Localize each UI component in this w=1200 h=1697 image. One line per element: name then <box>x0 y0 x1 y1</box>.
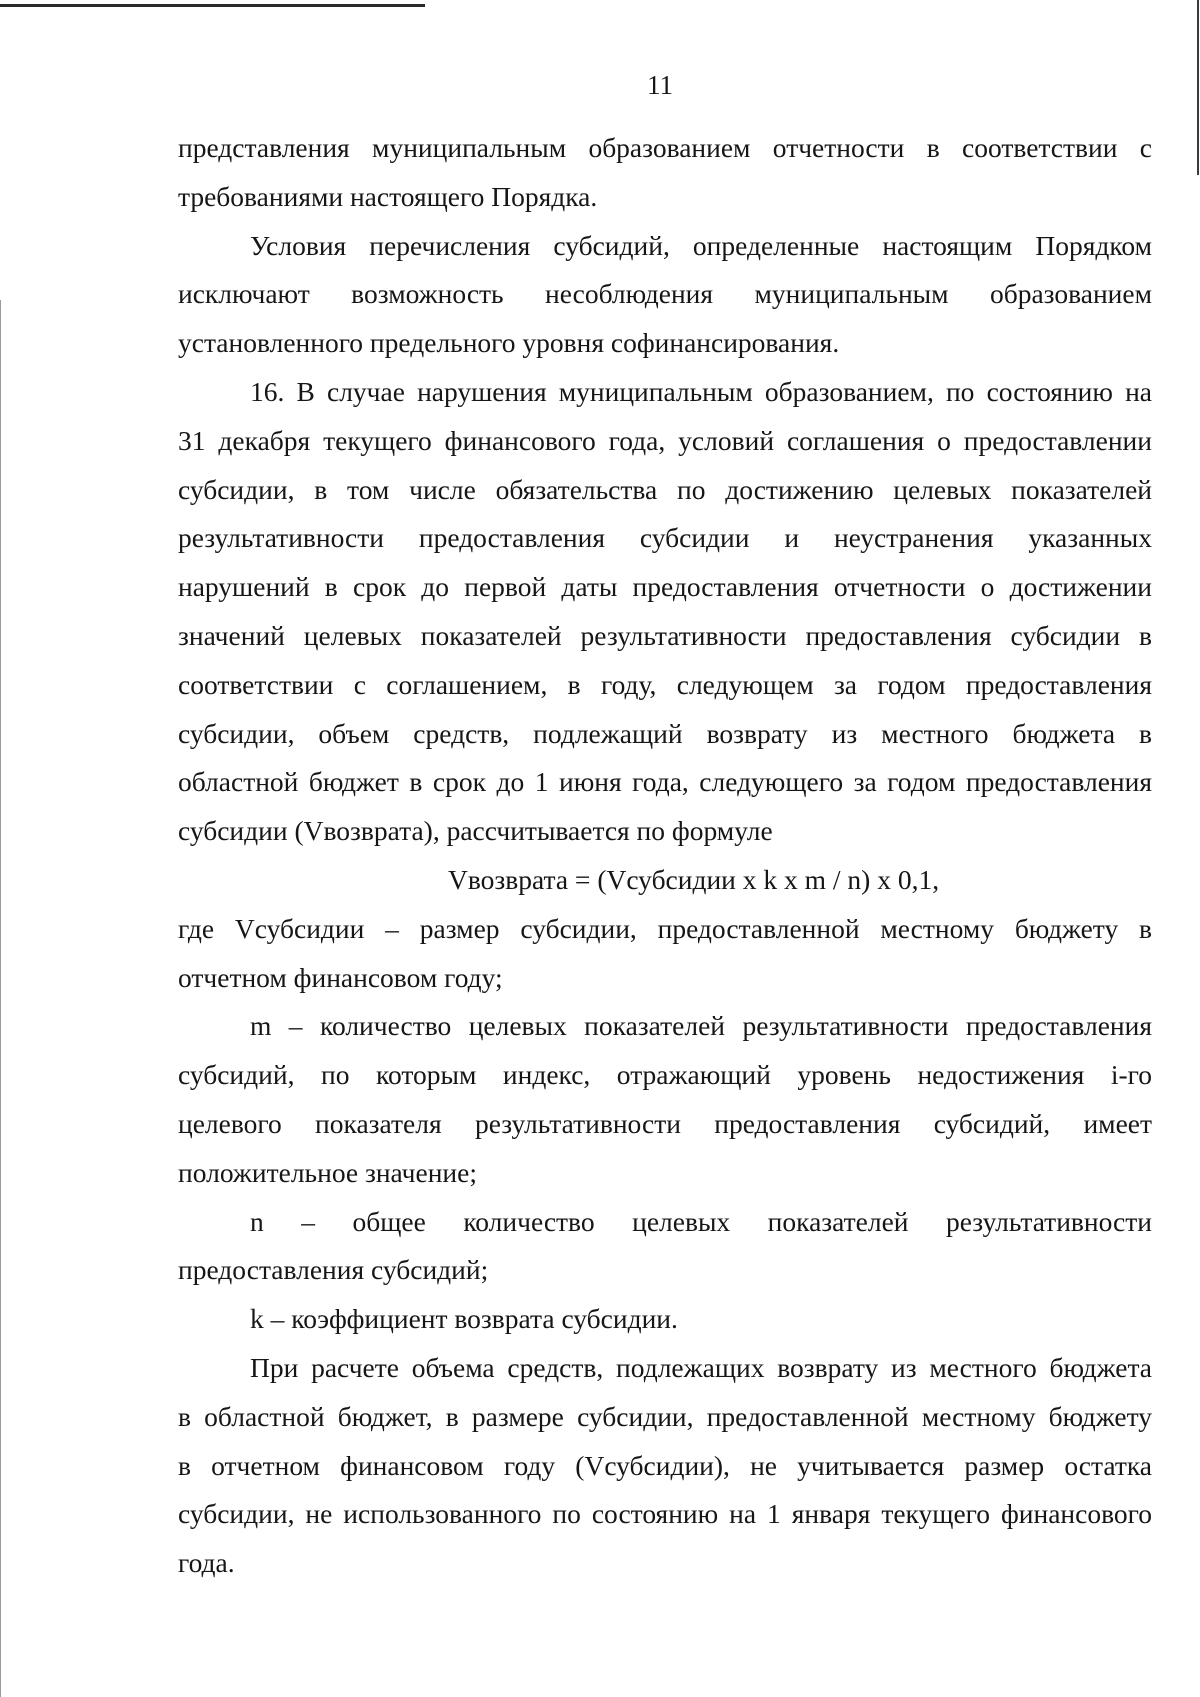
text-line: установленного предельного уровня софинансирования. <box>178 327 840 359</box>
text-line: где Vсубсидии – размер субсидии, предоставленной местному бюджету в <box>178 912 1152 944</box>
text-line: исключают возможность несоблюдения муниципальным образованием <box>178 278 1152 310</box>
text-line: m – количество целевых показателей результативности предоставления <box>250 1010 1152 1042</box>
text-line: k – коэффициент возврата субсидии. <box>250 1303 678 1335</box>
scan-border-top <box>0 4 425 7</box>
text-line: в отчетном финансовом году (Vсубсидии), не учитывается размер остатка <box>178 1449 1152 1481</box>
text-line: предоставления субсидий; <box>178 1254 489 1286</box>
text-line: субсидий, по которым индекс, отражающий уровень недостижения i-го <box>178 1059 1152 1091</box>
text-line: в областной бюджет, в размере субсидии, предоставленной местному бюджету <box>178 1400 1152 1432</box>
text-line: субсидии, не использованного по состоянию на 1 января текущего финансового <box>178 1498 1152 1530</box>
text-line: субсидии (Vвозврата), рассчитывается по формуле <box>178 815 773 847</box>
text-line: нарушений в срок до первой даты предоставления отчетности о достижении <box>178 571 1152 603</box>
document-body <box>178 124 1152 1588</box>
text-line: субсидии, объем средств, подлежащий возврату из местного бюджета в <box>178 717 1152 749</box>
text-line: результативности предоставления субсидии и неустранения указанных <box>178 522 1152 554</box>
text-line: целевого показателя результативности предоставления субсидий, имеет <box>178 1107 1152 1139</box>
text-line: Условия перечисления субсидий, определенные настоящим Порядком <box>250 229 1152 261</box>
text-line: значений целевых показателей результативности предоставления субсидии в <box>178 619 1152 651</box>
text-line: областной бюджет в срок до 1 июня года, следующего за годом предоставления <box>178 766 1152 798</box>
text-line: года. <box>178 1547 235 1579</box>
text-line: требованиями настоящего Порядка. <box>178 180 598 212</box>
text-line: представления муниципальным образованием отчетности в соответствии с <box>178 132 1152 163</box>
text-line: отчетном финансовом году; <box>178 961 503 993</box>
text-line: Vвозврата = (Vсубсидии x k x m / n) x 0,1, <box>448 863 940 895</box>
text-line: положительное значение; <box>178 1156 477 1188</box>
text-line: субсидии, в том числе обязательства по достижению целевых показателей <box>178 473 1152 505</box>
text-line: соответствии с соглашением, в году, следующем за годом предоставления <box>178 668 1152 700</box>
page-number: 11 <box>647 70 673 100</box>
scan-border-left <box>0 300 1 1697</box>
text-line: 31 декабря текущего финансового года, условий соглашения о предоставлении <box>178 424 1152 456</box>
text-line: n – общее количество целевых показателей результативности <box>250 1205 1152 1237</box>
text-line: 16. В случае нарушения муниципальным образованием, по состоянию на <box>250 375 1152 407</box>
text-line: При расчете объема средств, подлежащих возврату из местного бюджета <box>250 1351 1152 1383</box>
